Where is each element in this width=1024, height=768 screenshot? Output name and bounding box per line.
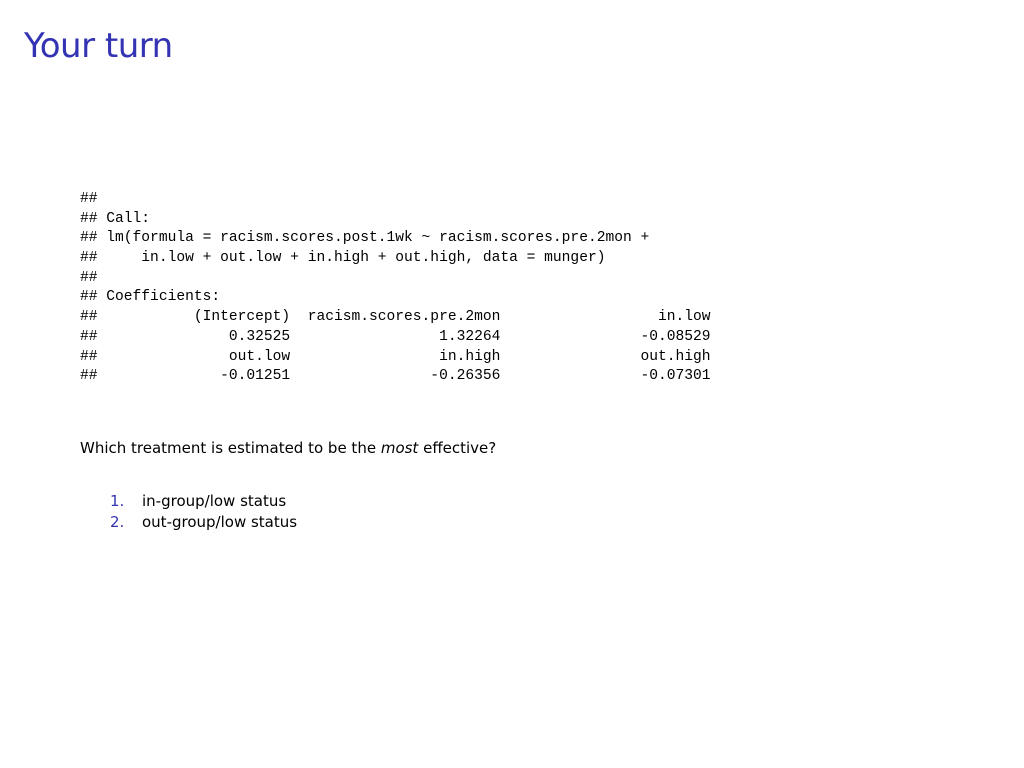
question-prefix: Which treatment is estimated to be the	[80, 439, 381, 457]
answer-item-1	[110, 491, 297, 512]
slide-title: Your turn	[24, 26, 173, 66]
question-emphasis: most	[380, 439, 419, 457]
answer-text: in-group/low status	[142, 492, 287, 510]
code-line: ## Coefficients:	[80, 289, 221, 306]
code-line: ## in.low + out.low + in.high + out.high, data = munger)	[80, 250, 606, 267]
answer-list	[110, 491, 297, 532]
code-line: ## Call:	[80, 210, 151, 227]
code-line: ##	[80, 191, 98, 207]
code-line: ## lm(formula = racism.scores.post.1wk ~ racism.scores.pre.2mon +	[80, 230, 650, 247]
question-suffix: effective?	[418, 439, 497, 457]
code-line: ## -0.01251 -0.26356 -0.07301	[80, 368, 711, 385]
code-line: ##	[80, 269, 98, 286]
code-line: ## out.low in.high out.high	[80, 348, 711, 365]
r-output-block	[80, 190, 711, 387]
answer-number: 2.	[110, 512, 125, 531]
question-text	[80, 438, 496, 458]
answer-text: out-group/low status	[142, 512, 298, 531]
answer-item-2	[110, 512, 297, 533]
code-line: ## 0.32525 1.32264 -0.08529	[80, 328, 711, 345]
answer-number: 1.	[110, 492, 125, 510]
code-line: ## (Intercept) racism.scores.pre.2mon in.low	[80, 309, 711, 326]
